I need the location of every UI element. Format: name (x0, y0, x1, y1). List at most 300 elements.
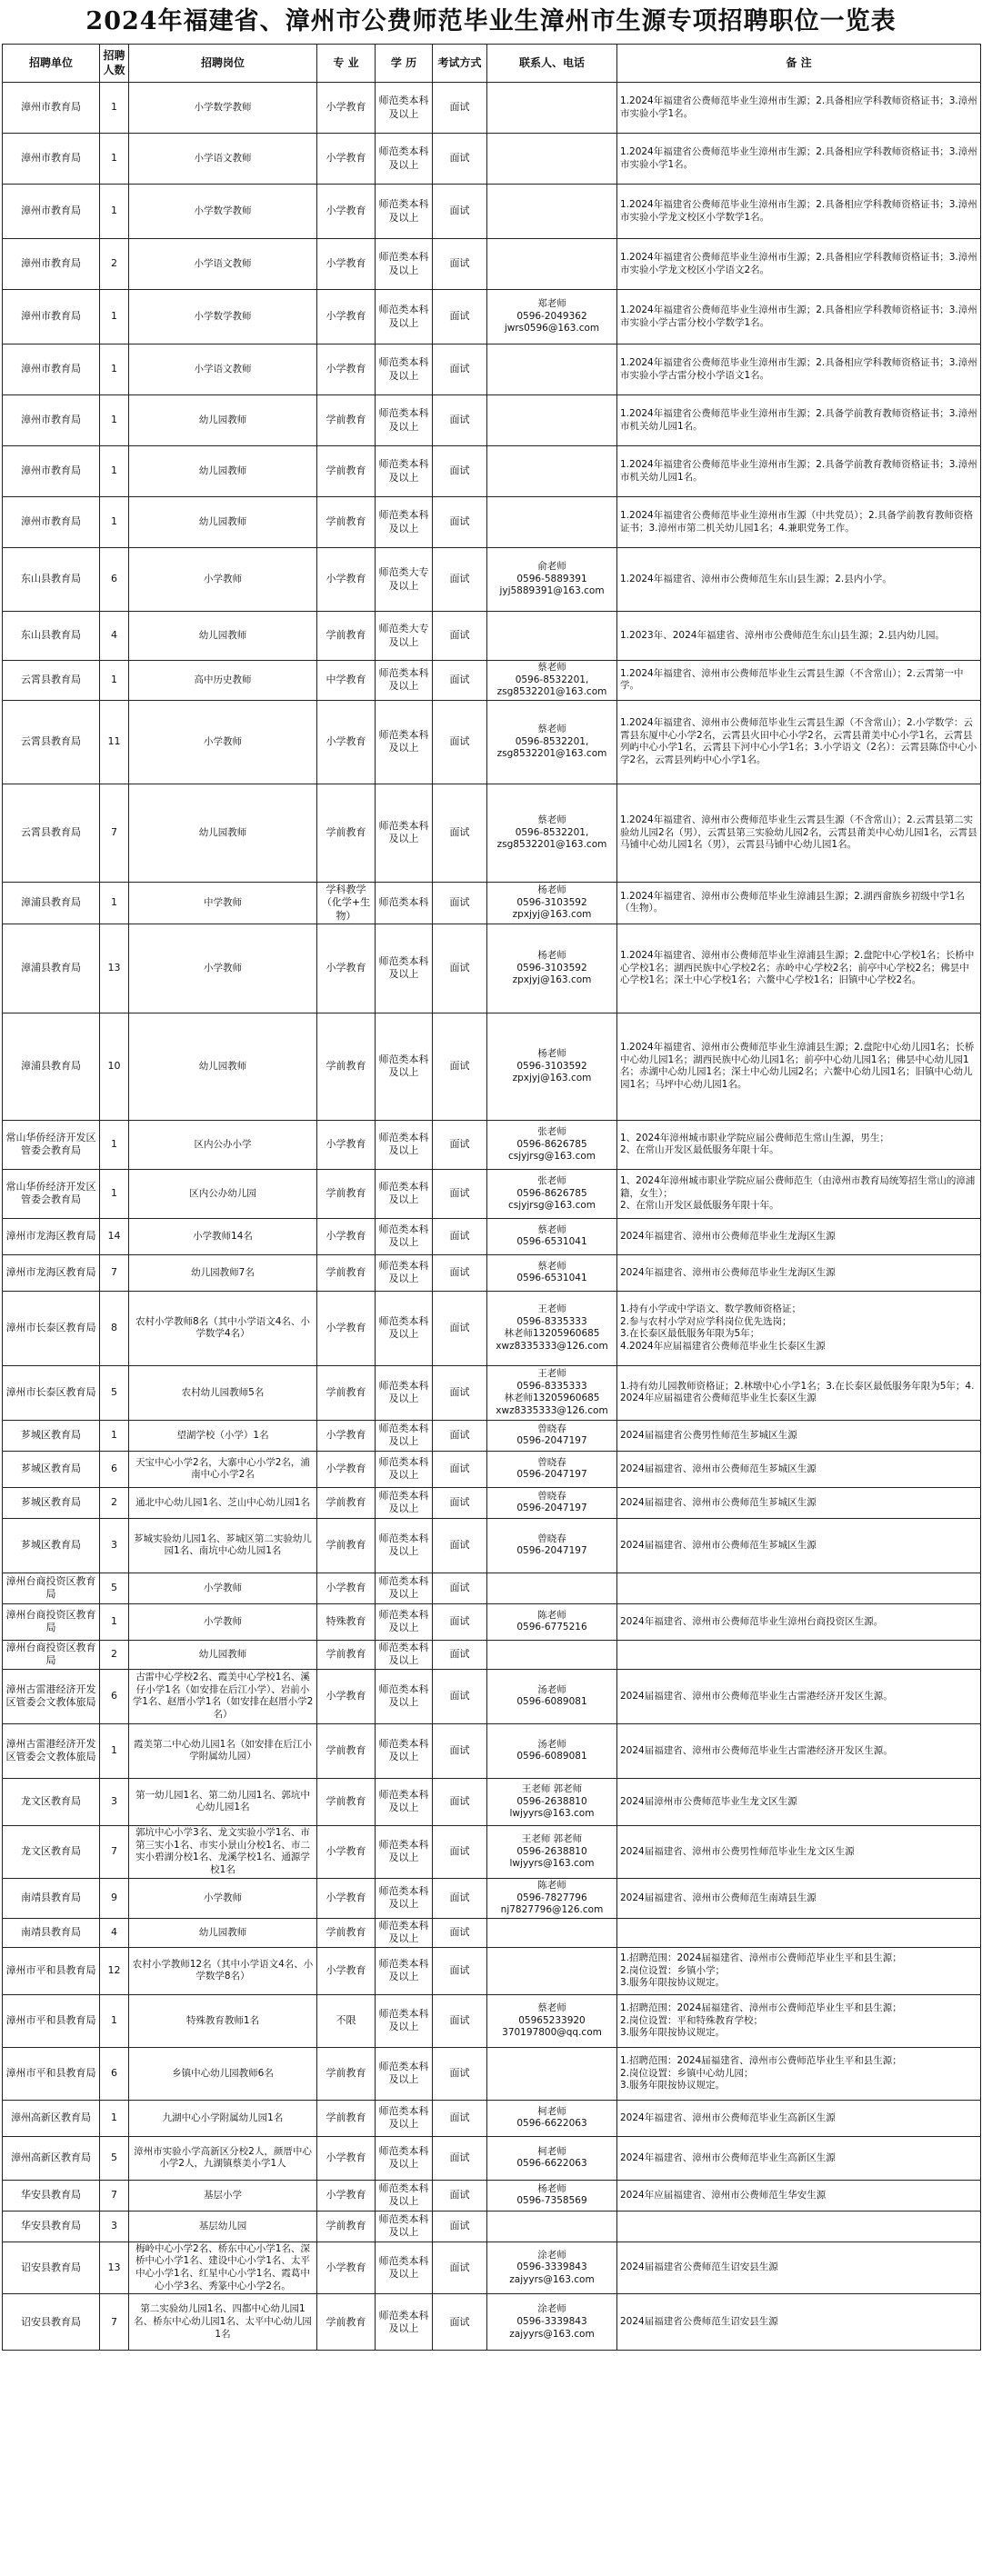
unit-cell: 漳浦县教育局 (3, 882, 100, 924)
notes-cell: 1.2024年福建省公费师范毕业生漳州市生源；2.具备学前教育教师资格证书；3.漳州市机关幼儿园1名。 (617, 446, 981, 497)
position-cell: 小学教师 (129, 1878, 317, 1918)
table-row (3, 1169, 981, 1218)
education-cell: 师范类本科及以上 (376, 239, 433, 290)
major-cell: 学前教育 (317, 1518, 376, 1573)
position-cell: 漳州市实验小学高新区分校2人，颜厝中心小学2人，九湖镇蔡美小学1人 (129, 2136, 317, 2180)
unit-cell: 云霄县教育局 (3, 784, 100, 882)
unit-cell: 常山华侨经济开发区管委会教育局 (3, 1169, 100, 1218)
exam-cell: 面试 (433, 2211, 487, 2242)
contact-cell (487, 83, 617, 134)
major-cell: 学前教育 (317, 395, 376, 446)
major-cell: 学前教育 (317, 1723, 376, 1778)
notes-cell: 1.2024年福建省、漳州市公费师范毕业生漳浦县生源；2.湖西畲族乡初级中学1名（生物）。 (617, 882, 981, 924)
contact-cell: 涂老师 0596-3339843 zajyyrs@163.com (487, 2242, 617, 2294)
position-cell: 幼儿园教师7名 (129, 1254, 317, 1291)
table-row (3, 1420, 981, 1451)
count-cell: 6 (100, 2047, 129, 2100)
major-cell: 不限 (317, 1994, 376, 2047)
position-cell: 古雷中心学校2名、霞美中心学校1名、溪仔小学1名（如安排在后江小学）、岩前小学1名、赵厝小学1名（如安排在赵厝小学2名） (129, 1669, 317, 1723)
count-cell: 1 (100, 134, 129, 185)
exam-cell: 面试 (433, 446, 487, 497)
unit-cell: 漳州市龙海区教育局 (3, 1218, 100, 1254)
education-cell: 师范类本科及以上 (376, 661, 433, 701)
exam-cell: 面试 (433, 1573, 487, 1603)
unit-cell: 常山华侨经济开发区管委会教育局 (3, 1120, 100, 1169)
contact-cell: 杨老师 0596-3103592 zpxjyj@163.com (487, 924, 617, 1013)
exam-cell: 面试 (433, 185, 487, 239)
contact-cell: 杨老师 0596-3103592 zpxjyj@163.com (487, 882, 617, 924)
notes-cell: 1.2024年福建省公费师范毕业生漳州市生源；2.具备学前教育教师资格证书；3.漳州市机关幼儿园1名。 (617, 395, 981, 446)
major-cell: 小学教育 (317, 1825, 376, 1878)
exam-cell: 面试 (433, 134, 487, 185)
unit-cell: 漳州市平和县教育局 (3, 2047, 100, 2100)
exam-cell: 面试 (433, 1603, 487, 1640)
table-row (3, 1994, 981, 2047)
major-cell: 学前教育 (317, 2211, 376, 2242)
exam-cell: 面试 (433, 1918, 487, 1947)
notes-cell: 2024年福建省、漳州市公费师范毕业生高新区生源 (617, 2100, 981, 2136)
contact-cell: 张老师 0596-8626785 csjyjrsg@163.com (487, 1169, 617, 1218)
position-cell: 幼儿园教师 (129, 784, 317, 882)
unit-cell: 漳浦县教育局 (3, 924, 100, 1013)
count-cell: 1 (100, 1994, 129, 2047)
contact-cell (487, 612, 617, 661)
table-row (3, 1669, 981, 1723)
table-row (3, 1918, 981, 1947)
notes-cell: 2024年福建省、漳州市公费师范毕业生龙海区生源 (617, 1254, 981, 1291)
contact-cell (487, 395, 617, 446)
education-cell: 师范类本科及以上 (376, 2100, 433, 2136)
education-cell: 师范类本科及以上 (376, 784, 433, 882)
unit-cell: 漳州古雷港经济开发区管委会文教体旅局 (3, 1669, 100, 1723)
position-cell: 区内公办小学 (129, 1120, 317, 1169)
table-row (3, 1640, 981, 1669)
table-row (3, 1487, 981, 1518)
count-cell: 5 (100, 2136, 129, 2180)
count-cell: 1 (100, 1169, 129, 1218)
major-cell: 学前教育 (317, 784, 376, 882)
position-cell: 小学语文教师 (129, 134, 317, 185)
unit-cell: 漳州市平和县教育局 (3, 1994, 100, 2047)
count-cell: 6 (100, 1669, 129, 1723)
exam-cell: 面试 (433, 2100, 487, 2136)
education-cell: 师范类本科及以上 (376, 2294, 433, 2351)
contact-cell: 蔡老师 0596-8532201, zsg8532201@163.com (487, 784, 617, 882)
table-row (3, 1825, 981, 1878)
major-cell: 学科教学（化学+生物） (317, 882, 376, 924)
position-cell: 农村小学教师8名（其中小学语文4名、小学数学4名） (129, 1291, 317, 1365)
unit-cell: 漳州台商投资区教育局 (3, 1603, 100, 1640)
major-cell: 学前教育 (317, 2294, 376, 2351)
major-cell: 学前教育 (317, 1640, 376, 1669)
count-cell: 1 (100, 1603, 129, 1640)
exam-cell: 面试 (433, 497, 487, 548)
contact-cell: 蔡老师 0596-8532201, zsg8532201@163.com (487, 661, 617, 701)
exam-cell: 面试 (433, 1120, 487, 1169)
contact-cell (487, 344, 617, 395)
exam-cell: 面试 (433, 1365, 487, 1420)
major-cell: 小学教育 (317, 1451, 376, 1487)
education-cell: 师范类本科及以上 (376, 344, 433, 395)
contact-cell: 蔡老师 0596-8532201, zsg8532201@163.com (487, 700, 617, 784)
header-exam: 考试方式 (433, 45, 487, 83)
education-cell: 师范类本科及以上 (376, 290, 433, 344)
position-cell: 小学语文教师 (129, 239, 317, 290)
major-cell: 小学教育 (317, 2180, 376, 2211)
count-cell: 2 (100, 239, 129, 290)
contact-cell: 蔡老师 0596-6531041 (487, 1218, 617, 1254)
unit-cell: 漳州市教育局 (3, 395, 100, 446)
major-cell: 学前教育 (317, 2100, 376, 2136)
table-row (3, 2211, 981, 2242)
contact-cell (487, 1947, 617, 1994)
count-cell: 1 (100, 2100, 129, 2136)
major-cell: 小学教育 (317, 185, 376, 239)
notes-cell: 2024届福建省、漳州市公费男性师范毕业生龙文区生源 (617, 1825, 981, 1878)
unit-cell: 龙文区教育局 (3, 1778, 100, 1825)
contact-cell: 杨老师 0596-7358569 (487, 2180, 617, 2211)
education-cell: 师范类本科及以上 (376, 2242, 433, 2294)
exam-cell: 面试 (433, 83, 487, 134)
header-position: 招聘岗位 (129, 45, 317, 83)
table-row (3, 1120, 981, 1169)
unit-cell: 漳州市平和县教育局 (3, 1947, 100, 1994)
table-row (3, 1365, 981, 1420)
notes-cell (617, 2211, 981, 2242)
major-cell: 小学教育 (317, 83, 376, 134)
table-row (3, 612, 981, 661)
notes-cell: 1.持有小学或中学语文、数学教师资格证； 2.参与农村小学对应学科岗位优先选岗； 3.在长泰区最低服务年限为5年； 4.2024年应届福建省公费师范毕业生长泰区生源 (617, 1291, 981, 1365)
exam-cell: 面试 (433, 290, 487, 344)
notes-cell: 1.招聘范围：2024届福建省、漳州市公费师范毕业生平和县生源； 2.岗位设置：乡镇小学； 3.服务年限按协议规定。 (617, 1947, 981, 1994)
education-cell: 师范类本科及以上 (376, 1778, 433, 1825)
position-cell: 第二实验幼儿园1名、四都中心幼儿园1名、桥东中心幼儿园1名、太平中心幼儿园1名 (129, 2294, 317, 2351)
unit-cell: 漳州市教育局 (3, 497, 100, 548)
table-row (3, 882, 981, 924)
unit-cell: 漳州台商投资区教育局 (3, 1573, 100, 1603)
education-cell: 师范类本科及以上 (376, 1723, 433, 1778)
table-row (3, 2136, 981, 2180)
unit-cell: 漳州台商投资区教育局 (3, 1640, 100, 1669)
contact-cell: 陈老师 0596-7827796 nj7827796@126.com (487, 1878, 617, 1918)
contact-cell: 柯老师 0596-6622063 (487, 2136, 617, 2180)
table-row (3, 1778, 981, 1825)
table-row (3, 395, 981, 446)
table-row (3, 185, 981, 239)
major-cell: 学前教育 (317, 1013, 376, 1120)
contact-cell: 王老师 郭老师 0596-2638810 lwjyyrs@163.com (487, 1778, 617, 1825)
position-cell: 幼儿园教师 (129, 1013, 317, 1120)
exam-cell: 面试 (433, 548, 487, 612)
count-cell: 1 (100, 83, 129, 134)
position-cell: 小学教师 (129, 924, 317, 1013)
contact-cell: 曾晓春 0596-2047197 (487, 1451, 617, 1487)
notes-cell: 1、2024年漳州城市职业学院应届公费师范生常山生源，男生； 2、在常山开发区最低服务年限十年。 (617, 1120, 981, 1169)
notes-cell: 2024年福建省、漳州市公费师范毕业生高新区生源 (617, 2136, 981, 2180)
count-cell: 9 (100, 1878, 129, 1918)
exam-cell: 面试 (433, 1013, 487, 1120)
major-cell: 学前教育 (317, 1254, 376, 1291)
exam-cell: 面试 (433, 612, 487, 661)
table-row (3, 1603, 981, 1640)
major-cell: 小学教育 (317, 2242, 376, 2294)
job-table (2, 44, 981, 2351)
notes-cell: 1.招聘范围：2024届福建省、漳州市公费师范毕业生平和县生源； 2.岗位设置：乡镇中心幼儿园； 3.服务年限按协议规定。 (617, 2047, 981, 2100)
unit-cell: 南靖县教育局 (3, 1918, 100, 1947)
education-cell: 师范类本科及以上 (376, 2136, 433, 2180)
contact-cell: 汤老师 0596-6089081 (487, 1669, 617, 1723)
position-cell: 区内公办幼儿园 (129, 1169, 317, 1218)
position-cell: 梅岭中心小学2名、桥东中心小学1名、深桥中心小学1名、建设中心小学1名、太平中心小学1名、红星中心小学1名、霞葛中心小学3名、秀篆中心小学2名。 (129, 2242, 317, 2294)
table-row (3, 1254, 981, 1291)
unit-cell: 云霄县教育局 (3, 700, 100, 784)
count-cell: 8 (100, 1291, 129, 1365)
contact-cell (487, 1918, 617, 1947)
exam-cell: 面试 (433, 344, 487, 395)
notes-cell: 1.2024年福建省、漳州市公费师范毕业生云霄县生源（不含常山）；2.小学数学：云霄县东厦中心小学2名，云霄县火田中心小学2名，云霄县莆美中心小学1名，云霄县列屿中心小学1名，云霄县下河中心小学1名；3.小学语文（2名）：云霄县陈岱中心小学2名，云霄县列屿中心小学1名。 (617, 700, 981, 784)
unit-cell: 漳浦县教育局 (3, 1013, 100, 1120)
major-cell: 小学教育 (317, 1573, 376, 1603)
notes-cell: 1.2024年福建省、漳州市公费师范毕业生漳浦县生源；2.盘陀中心学校1名；长桥中心学校1名；湖西民族中心学校2名；赤岭中心学校2名；前亭中心学校2名；佛昙中心学校1名；深土中心学校1名；六鳌中心学校1名；旧镇中心学校2名。 (617, 924, 981, 1013)
count-cell: 1 (100, 395, 129, 446)
table-row (3, 2100, 981, 2136)
position-cell: 农村幼儿园教师5名 (129, 1365, 317, 1420)
notes-cell: 1.2024年福建省公费师范毕业生漳州市生源；2.具备相应学科教师资格证书；3.漳州市实验小学1名。 (617, 134, 981, 185)
exam-cell: 面试 (433, 1669, 487, 1723)
unit-cell: 芗城区教育局 (3, 1420, 100, 1451)
position-cell: 幼儿园教师 (129, 1918, 317, 1947)
unit-cell: 芗城区教育局 (3, 1487, 100, 1518)
count-cell: 7 (100, 2294, 129, 2351)
header-count: 招聘人数 (100, 45, 129, 83)
education-cell: 师范类本科及以上 (376, 1603, 433, 1640)
major-cell: 小学教育 (317, 1218, 376, 1254)
contact-cell: 王老师 0596-8335333 林老师13205960685 xwz8335333@126.com (487, 1291, 617, 1365)
contact-cell: 曾晓春 0596-2047197 (487, 1420, 617, 1451)
notes-cell: 1.2024年福建省公费师范毕业生漳州市生源；2.具备相应学科教师资格证书；3.漳州市实验小学龙文校区小学数学1名。 (617, 185, 981, 239)
exam-cell: 面试 (433, 1640, 487, 1669)
contact-cell (487, 1640, 617, 1669)
count-cell: 1 (100, 290, 129, 344)
notes-cell: 1.2024年福建省、漳州市公费师范毕业生漳浦县生源；2.盘陀中心幼儿园1名；长桥中心幼儿园1名；湖西民族中心幼儿园1名；前亭中心幼儿园1名；佛昙中心幼儿园1名；赤湖中心幼儿园1名；深土中心幼儿园2名；六鳌中心幼儿园1名；旧镇中心幼儿园1名；马坪中心幼儿园1名。 (617, 1013, 981, 1120)
count-cell: 7 (100, 1254, 129, 1291)
position-cell: 小学数学教师 (129, 290, 317, 344)
notes-cell: 1、2024年漳州城市职业学院应届公费师范生（由漳州市教育局统筹招生常山的漳浦籍，女生）； 2、在常山开发区最低服务年限十年。 (617, 1169, 981, 1218)
education-cell: 师范类本科及以上 (376, 1640, 433, 1669)
notes-cell (617, 1640, 981, 1669)
table-row (3, 661, 981, 701)
major-cell: 小学教育 (317, 1291, 376, 1365)
notes-cell: 1.2024年福建省公费师范毕业生漳州市生源；2.具备相应学科教师资格证书；3.漳州市实验小学古雷分校小学语文1名。 (617, 344, 981, 395)
notes-cell: 2024届漳州市公费师范毕业生龙文区生源 (617, 1778, 981, 1825)
position-cell: 芗城实验幼儿园1名、芗城区第二实验幼儿园1名、南坑中心幼儿园1名 (129, 1518, 317, 1573)
exam-cell: 面试 (433, 1947, 487, 1994)
unit-cell: 龙文区教育局 (3, 1825, 100, 1878)
count-cell: 7 (100, 784, 129, 882)
position-cell: 乡镇中心幼儿园教师6名 (129, 2047, 317, 2100)
contact-cell: 郑老师 0596-2049362 jwrs0596@163.com (487, 290, 617, 344)
exam-cell: 面试 (433, 700, 487, 784)
contact-cell: 俞老师 0596-5889391 jyj5889391@163.com (487, 548, 617, 612)
table-row (3, 239, 981, 290)
table-row (3, 497, 981, 548)
notes-cell: 1.2024年福建省公费师范毕业生漳州市生源（中共党员）；2.具备学前教育教师资格证书；3.漳州市第二机关幼儿园1名；4.兼职党务工作。 (617, 497, 981, 548)
count-cell: 3 (100, 1778, 129, 1825)
table-row (3, 2294, 981, 2351)
exam-cell: 面试 (433, 1994, 487, 2047)
notes-cell: 1.招聘范围：2024届福建省、漳州市公费师范毕业生平和县生源； 2.岗位设置：平和特殊教育学校； 3.服务年限按协议规定。 (617, 1994, 981, 2047)
count-cell: 2 (100, 1640, 129, 1669)
header-education: 学 历 (376, 45, 433, 83)
position-cell: 望湖学校（小学）1名 (129, 1420, 317, 1451)
count-cell: 3 (100, 2211, 129, 2242)
unit-cell: 诏安县教育局 (3, 2242, 100, 2294)
education-cell: 师范类本科及以上 (376, 1254, 433, 1291)
position-cell: 幼儿园教师 (129, 395, 317, 446)
position-cell: 基层幼儿园 (129, 2211, 317, 2242)
exam-cell: 面试 (433, 1487, 487, 1518)
exam-cell: 面试 (433, 1291, 487, 1365)
table-row (3, 1218, 981, 1254)
table-row (3, 83, 981, 134)
table-row (3, 1947, 981, 1994)
notes-cell: 2024届福建省公费师范生诏安县生源 (617, 2242, 981, 2294)
contact-cell: 汤老师 0596-6089081 (487, 1723, 617, 1778)
unit-cell: 华安县教育局 (3, 2211, 100, 2242)
count-cell: 13 (100, 924, 129, 1013)
unit-cell: 南靖县教育局 (3, 1878, 100, 1918)
education-cell: 师范类本科及以上 (376, 1994, 433, 2047)
position-cell: 幼儿园教师 (129, 612, 317, 661)
education-cell: 师范类本科及以上 (376, 1291, 433, 1365)
count-cell: 6 (100, 1451, 129, 1487)
exam-cell: 面试 (433, 239, 487, 290)
education-cell: 师范类本科及以上 (376, 1420, 433, 1451)
count-cell: 5 (100, 1573, 129, 1603)
education-cell: 师范类本科及以上 (376, 924, 433, 1013)
exam-cell: 面试 (433, 1878, 487, 1918)
count-cell: 3 (100, 1518, 129, 1573)
education-cell: 师范类本科及以上 (376, 1451, 433, 1487)
position-cell: 九湖中心小学附属幼儿园1名 (129, 2100, 317, 2136)
major-cell: 学前教育 (317, 1365, 376, 1420)
education-cell: 师范类本科及以上 (376, 1947, 433, 1994)
exam-cell: 面试 (433, 2294, 487, 2351)
position-cell: 小学数学教师 (129, 83, 317, 134)
education-cell: 师范类本科及以上 (376, 134, 433, 185)
header-major: 专 业 (317, 45, 376, 83)
major-cell: 小学教育 (317, 1669, 376, 1723)
count-cell: 10 (100, 1013, 129, 1120)
unit-cell: 漳州市教育局 (3, 344, 100, 395)
position-cell: 基层小学 (129, 2180, 317, 2211)
table-header (3, 45, 981, 83)
notes-cell: 1.2024年福建省、漳州市公费师范生东山县生源；2.县内小学。 (617, 548, 981, 612)
count-cell: 4 (100, 1918, 129, 1947)
major-cell: 小学教育 (317, 239, 376, 290)
major-cell: 学前教育 (317, 497, 376, 548)
exam-cell: 面试 (433, 1723, 487, 1778)
major-cell: 小学教育 (317, 548, 376, 612)
major-cell: 中学教育 (317, 661, 376, 701)
table-row (3, 2180, 981, 2211)
count-cell: 13 (100, 2242, 129, 2294)
position-cell: 小学数学教师 (129, 185, 317, 239)
exam-cell: 面试 (433, 1169, 487, 1218)
unit-cell: 漳州高新区教育局 (3, 2136, 100, 2180)
table-row (3, 1723, 981, 1778)
count-cell: 1 (100, 1420, 129, 1451)
education-cell: 师范类本科及以上 (376, 1013, 433, 1120)
unit-cell: 漳州市教育局 (3, 239, 100, 290)
unit-cell: 漳州市教育局 (3, 446, 100, 497)
notes-cell: 2024届福建省、漳州市公费师范生芗城区生源 (617, 1451, 981, 1487)
unit-cell: 漳州市教育局 (3, 83, 100, 134)
major-cell: 小学教育 (317, 1420, 376, 1451)
contact-cell: 涂老师 0596-3339843 zajyyrs@163.com (487, 2294, 617, 2351)
table-row (3, 924, 981, 1013)
major-cell: 小学教育 (317, 1120, 376, 1169)
count-cell: 1 (100, 344, 129, 395)
contact-cell: 王老师 0596-8335333 林老师13205960685 xwz8335333@126.com (487, 1365, 617, 1420)
exam-cell: 面试 (433, 2136, 487, 2180)
education-cell: 师范类本科及以上 (376, 1169, 433, 1218)
contact-cell (487, 185, 617, 239)
education-cell: 师范类本科及以上 (376, 395, 433, 446)
exam-cell: 面试 (433, 1451, 487, 1487)
table-row (3, 1013, 981, 1120)
table-row (3, 2242, 981, 2294)
unit-cell: 东山县教育局 (3, 548, 100, 612)
table-row (3, 784, 981, 882)
contact-cell (487, 2211, 617, 2242)
position-cell: 特殊教育教师1名 (129, 1994, 317, 2047)
notes-cell: 2024届福建省、漳州市公费师范生芗城区生源 (617, 1518, 981, 1573)
unit-cell: 漳州市教育局 (3, 290, 100, 344)
position-cell: 郭坑中心小学3名、龙文实验小学1名、市第三实小1名、市实小景山分校1名、市二实小碧湖分校1名、龙溪学校1名、通源学校1名 (129, 1825, 317, 1878)
education-cell: 师范类本科及以上 (376, 1669, 433, 1723)
count-cell: 12 (100, 1947, 129, 1994)
count-cell: 7 (100, 2180, 129, 2211)
exam-cell: 面试 (433, 784, 487, 882)
notes-cell (617, 1573, 981, 1603)
table-row (3, 134, 981, 185)
position-cell: 中学教师 (129, 882, 317, 924)
notes-cell: 2024年福建省、漳州市公费师范毕业生漳州台商投资区生源。 (617, 1603, 981, 1640)
major-cell: 学前教育 (317, 1169, 376, 1218)
major-cell: 小学教育 (317, 700, 376, 784)
unit-cell: 芗城区教育局 (3, 1451, 100, 1487)
position-cell: 小学教师 (129, 1573, 317, 1603)
major-cell: 学前教育 (317, 2047, 376, 2100)
notes-cell: 1.持有幼儿园教师资格证；2.林墩中心小学1名；3.在长泰区最低服务年限为5年；4.2024年应届福建省公费师范毕业生长泰区生源 (617, 1365, 981, 1420)
education-cell: 师范类本科及以上 (376, 2180, 433, 2211)
table-row (3, 1573, 981, 1603)
table-row (3, 2047, 981, 2100)
contact-cell (487, 2047, 617, 2100)
count-cell: 14 (100, 1218, 129, 1254)
count-cell: 1 (100, 882, 129, 924)
notes-cell: 2024届福建省、漳州市公费师范毕业生古雷港经济开发区生源。 (617, 1723, 981, 1778)
major-cell: 小学教育 (317, 924, 376, 1013)
table-row (3, 1518, 981, 1573)
notes-cell: 2024届福建省、漳州市公费师范毕业生古雷港经济开发区生源。 (617, 1669, 981, 1723)
major-cell: 小学教育 (317, 1878, 376, 1918)
position-cell: 霞美第二中心幼儿园1名（如安排在后江小学附属幼儿园） (129, 1723, 317, 1778)
unit-cell: 芗城区教育局 (3, 1518, 100, 1573)
count-cell: 1 (100, 185, 129, 239)
position-cell: 小学教师 (129, 1603, 317, 1640)
